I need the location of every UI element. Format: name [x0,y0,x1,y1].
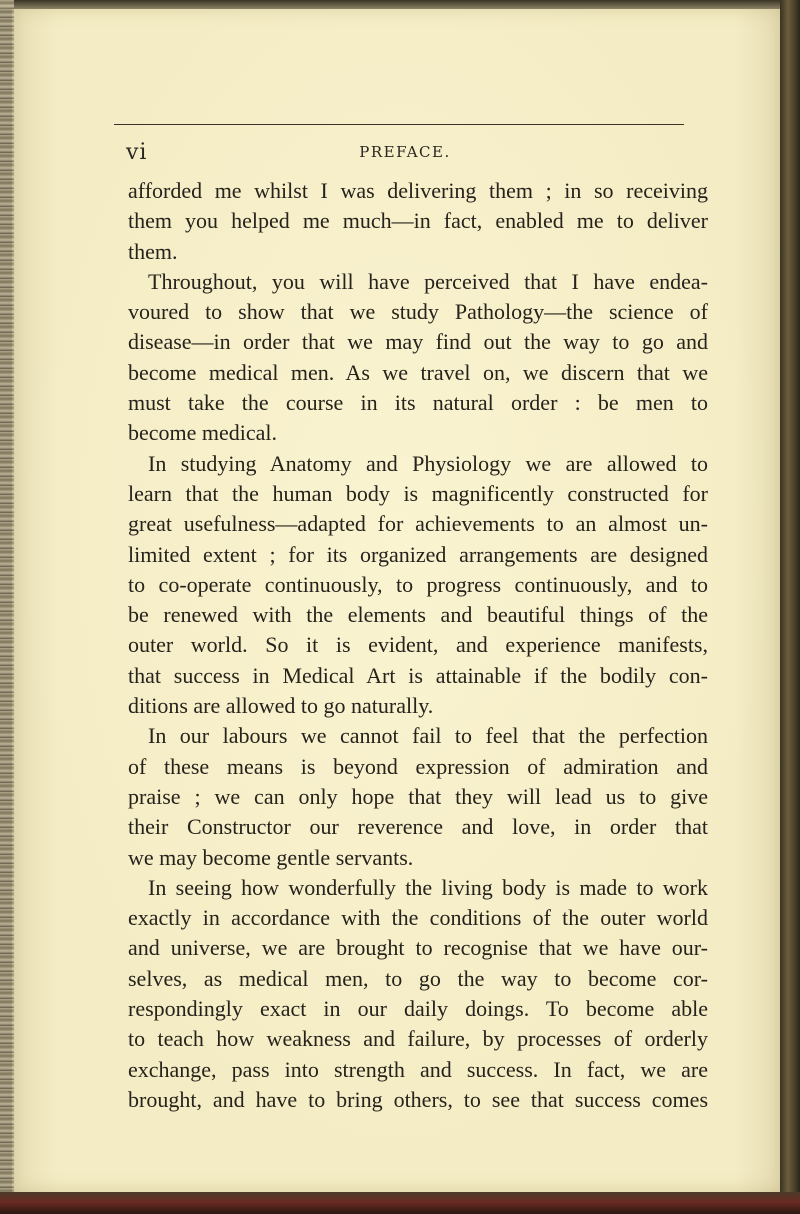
text-line: them. [128,238,178,264]
text-line: limited extent ; for its organized arrangements are designed [128,541,708,567]
text-line: praise ; we can only hope that they will lead us to give [128,783,708,809]
page-header [120,140,690,166]
text-line: afforded me whilst I was delivering them ; in so receiving [128,178,708,203]
text-line: learn that the human body is magnificently constructed for [128,480,708,506]
text-line: of these means is beyond expression of admiration and [128,753,708,779]
top-page-edge [0,0,800,9]
text-line: exchange, pass into strength and success. In fact, we are [128,1056,708,1082]
text-line: we may become gentle servants. [128,844,414,870]
text-line: and universe, we are brought to recognise that we have our- [128,935,708,961]
text-line: In studying Anatomy and Physiology we are allowed to [148,450,708,476]
text-line: their Constructor our reverence and love, in order that [128,814,708,840]
book-binding-edge [780,0,800,1214]
text-line: exactly in accordance with the conditions of the outer world [128,905,708,931]
top-rule [114,124,684,125]
text-line: must take the course in its natural order : be men to [128,390,708,416]
text-line: be renewed with the elements and beautiful things of the [128,602,708,628]
text-line: great usefulness—adapted for achievements to an almost un- [128,511,708,537]
text-line: to co-operate continuously, to progress continuously, and to [128,571,708,597]
text-line: respondingly exact in our daily doings. To become able [128,996,708,1022]
text-line: that success in Medical Art is attainable if the bodily con- [128,662,708,688]
text-line: brought, and have to bring others, to see that success comes [128,1086,708,1112]
body-text [128,176,708,1115]
text-line: become medical. [128,420,278,446]
text-line: In seeing how wonderfully the living body is made to work [148,874,708,900]
bottom-page-edge [0,1192,800,1214]
text-line: voured to show that we study Pathology—the science of [128,299,708,325]
text-line: In our labours we cannot fail to feel that the perfection [148,723,708,749]
text-line: Throughout, you will have perceived that I have endea- [148,268,708,294]
page-number: vi [126,140,148,165]
text-line: outer world. So it is evident, and experience manifests, [128,632,708,658]
running-head: PREFACE. [359,143,451,161]
text-line: to teach how weakness and failure, by processes of orderly [128,1026,708,1052]
text-line: selves, as medical men, to go the way to become cor- [128,965,708,991]
text-line: ditions are allowed to go naturally. [128,693,434,719]
text-line: them you helped me much—in fact, enabled me to deliver [128,208,708,234]
left-page-edge [0,0,14,1214]
text-line: become medical men. As we travel on, we discern that we [128,359,708,385]
text-line: disease—in order that we may find out the way to go and [128,329,708,355]
